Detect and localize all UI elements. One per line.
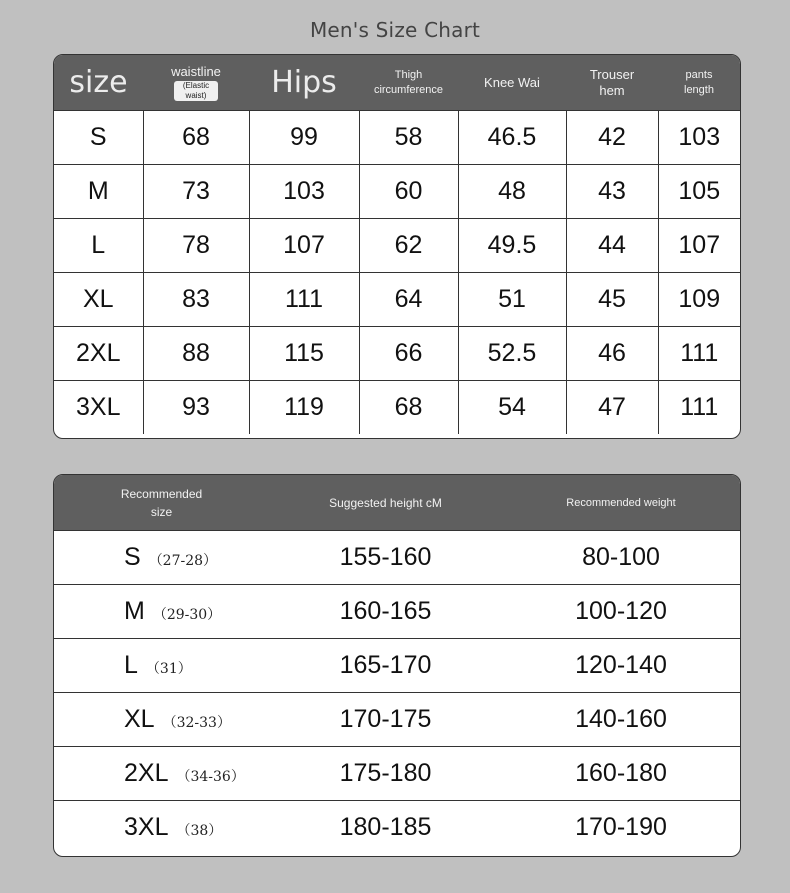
cell-size: 3XL — [54, 381, 143, 435]
cell-recommended-weight: 140-160 — [502, 693, 740, 747]
cell-suggested-height: 180-185 — [269, 801, 502, 855]
size-chart-row — [54, 327, 740, 381]
cell-recommended-weight: 160-180 — [502, 747, 740, 801]
cell-recommended-weight: 100-120 — [502, 585, 740, 639]
cell-suggested-height: 165-170 — [269, 639, 502, 693]
page-title: Men's Size Chart — [309, 18, 481, 42]
recommendation-row — [54, 801, 740, 855]
recommendation-header-row — [54, 475, 740, 531]
cell-waistline: 93 — [143, 381, 249, 435]
header-waistline — [143, 55, 249, 111]
cell-pants-length: 111 — [658, 327, 740, 381]
cell-waistline: 88 — [143, 327, 249, 381]
cell-trouser-hem: 42 — [566, 111, 658, 165]
cell-hips: 103 — [249, 165, 359, 219]
header-knee: Knee Wai — [458, 55, 566, 111]
cell-trouser-hem: 44 — [566, 219, 658, 273]
cell-thigh: 60 — [359, 165, 458, 219]
cell-hips: 119 — [249, 381, 359, 435]
cell-size: S — [54, 111, 143, 165]
cell-pants-length: 109 — [658, 273, 740, 327]
cell-trouser-hem: 47 — [566, 381, 658, 435]
cell-knee: 51 — [458, 273, 566, 327]
recommended-size-label: L — [124, 651, 138, 679]
recommended-size-range: （38） — [176, 823, 223, 839]
header-thigh: Thigh circumference — [359, 55, 458, 111]
size-chart-row — [54, 111, 740, 165]
cell-pants-length: 105 — [658, 165, 740, 219]
header-hips: Hips — [249, 55, 359, 111]
cell-knee: 52.5 — [458, 327, 566, 381]
size-chart-row — [54, 219, 740, 273]
cell-waistline: 83 — [143, 273, 249, 327]
recommended-size-label: XL — [124, 705, 155, 733]
cell-size: XL — [54, 273, 143, 327]
cell-suggested-height: 170-175 — [269, 693, 502, 747]
recommendation-row — [54, 693, 740, 747]
cell-size: L — [54, 219, 143, 273]
cell-hips: 99 — [249, 111, 359, 165]
recommended-size-range: （27-28） — [148, 553, 218, 569]
cell-thigh: 64 — [359, 273, 458, 327]
cell-recommended-size — [54, 693, 269, 747]
size-chart-table — [53, 54, 741, 439]
cell-hips: 111 — [249, 273, 359, 327]
cell-thigh: 58 — [359, 111, 458, 165]
cell-thigh: 62 — [359, 219, 458, 273]
recommendation-row — [54, 531, 740, 585]
recommendation-row — [54, 639, 740, 693]
cell-recommended-size — [54, 531, 269, 585]
size-chart-row — [54, 165, 740, 219]
header-waistline-note: (Elastic waist) — [174, 81, 218, 101]
cell-suggested-height: 160-165 — [269, 585, 502, 639]
cell-size: 2XL — [54, 327, 143, 381]
cell-trouser-hem: 46 — [566, 327, 658, 381]
cell-trouser-hem: 45 — [566, 273, 658, 327]
cell-pants-length: 103 — [658, 111, 740, 165]
cell-hips: 115 — [249, 327, 359, 381]
header-waistline-label: waistline — [171, 64, 221, 79]
cell-recommended-weight: 80-100 — [502, 531, 740, 585]
cell-pants-length: 111 — [658, 381, 740, 435]
cell-recommended-size — [54, 801, 269, 855]
cell-waistline: 78 — [143, 219, 249, 273]
recommended-size-label: 3XL — [124, 813, 169, 841]
recommended-size-range: （32-33） — [162, 715, 231, 731]
recommendation-table — [53, 474, 741, 857]
cell-hips: 107 — [249, 219, 359, 273]
cell-recommended-size — [54, 639, 269, 693]
recommended-size-range: （34-36） — [176, 769, 245, 785]
header-suggested-height: Suggested height cM — [269, 475, 502, 531]
header-recommended-weight: Recommended weight — [502, 475, 740, 531]
header-pants-length: pants length — [658, 55, 740, 111]
size-chart-header-row — [54, 55, 740, 111]
cell-knee: 49.5 — [458, 219, 566, 273]
cell-recommended-size — [54, 585, 269, 639]
header-recommended-size: Recommended size — [54, 475, 269, 531]
cell-thigh: 68 — [359, 381, 458, 435]
size-chart-row — [54, 381, 740, 435]
cell-knee: 46.5 — [458, 111, 566, 165]
cell-suggested-height: 175-180 — [269, 747, 502, 801]
header-size: size — [54, 55, 143, 111]
cell-pants-length: 107 — [658, 219, 740, 273]
cell-size: M — [54, 165, 143, 219]
cell-waistline: 68 — [143, 111, 249, 165]
recommended-size-range: （29-30） — [152, 607, 222, 623]
cell-trouser-hem: 43 — [566, 165, 658, 219]
cell-thigh: 66 — [359, 327, 458, 381]
cell-knee: 54 — [458, 381, 566, 435]
cell-recommended-weight: 170-190 — [502, 801, 740, 855]
recommendation-row — [54, 585, 740, 639]
recommendation-row — [54, 747, 740, 801]
cell-recommended-size — [54, 747, 269, 801]
cell-recommended-weight: 120-140 — [502, 639, 740, 693]
cell-waistline: 73 — [143, 165, 249, 219]
cell-suggested-height: 155-160 — [269, 531, 502, 585]
recommended-size-label: 2XL — [124, 759, 169, 787]
header-trouser-hem: Trouser hem — [566, 55, 658, 111]
recommended-size-label: S — [124, 543, 141, 571]
size-chart-row — [54, 273, 740, 327]
cell-knee: 48 — [458, 165, 566, 219]
recommended-size-range: （31） — [145, 661, 192, 677]
recommended-size-label: M — [124, 597, 145, 625]
